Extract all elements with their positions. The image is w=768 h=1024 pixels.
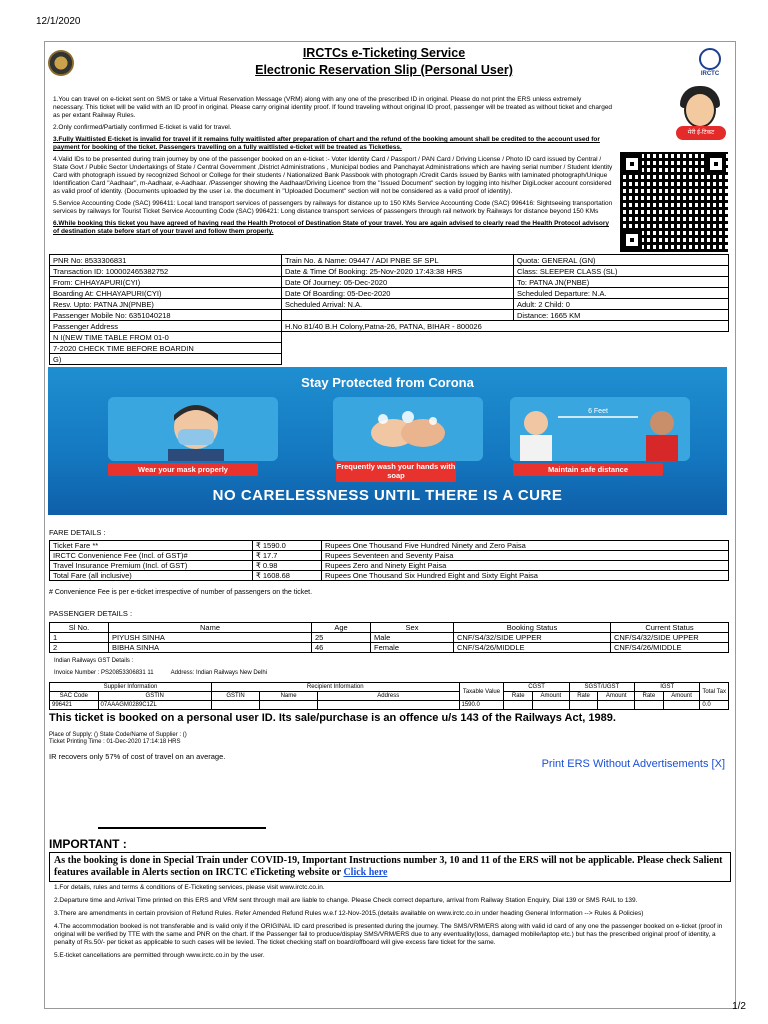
- table-row: [50, 643, 729, 653]
- table-row: [50, 701, 729, 710]
- passenger-table: [49, 622, 729, 653]
- fare-item: Total Fare (all inclusive): [50, 571, 253, 581]
- covid-notice-box: [49, 852, 731, 882]
- recipient-info-header: Recipient Information: [211, 683, 459, 692]
- reservation-upto: Resv. Upto: PATNA JN(PNBE): [50, 299, 282, 310]
- taxable-value: 1590.0: [459, 701, 504, 710]
- gst-table: [49, 682, 729, 710]
- sl-no: 2: [50, 643, 109, 653]
- list-item: 4.The accommodation booked is not transferable and is valid only if the ORIGINAL ID card prescribed is presented during the journey. The SMS/VRM/ERS along with valid id card of any one the passenger booked on e-ticket (proof in original will be verified by TTE with the same and PNR on the chart. If the Passenger fail to produce/display SMS/VRM/ERS due to any eventuality(loss, damaged mobile/laptop etc.) but has the prescribed original proof of identity, a penalty of Rs.50/- per ticket as applicable to such cases will be levied. The ticket checking staff on board/offboard will give excess fare ticket for the same.: [54, 923, 723, 946]
- recipient-gstin-header: GSTIN: [211, 692, 259, 701]
- list-item: 2.Departure time and Arrival Time printed on this ERS and VRM sent through mail are liable to change. Please Check correct departure, arrival from Railway Station Enquiry, Dial 139 or SMS RAIL to 139.: [54, 897, 638, 904]
- date-of-journey: Date Of Journey: 05-Dec-2020: [282, 277, 514, 288]
- page-subtitle: Electronic Reservation Slip (Personal User): [255, 63, 513, 77]
- mask-person-image: [108, 397, 278, 461]
- fare-item: Ticket Fare **: [50, 541, 253, 551]
- instruction-2: 2.Only confirmed/Partially confirmed E-ticket is valid for travel.: [53, 124, 232, 131]
- instructions: [53, 96, 613, 240]
- fare-item: IRCTC Convenience Fee (Incl. of GST)#: [50, 551, 253, 561]
- passenger-sex: Female: [371, 643, 454, 653]
- divider: [98, 827, 266, 829]
- passenger-age: 46: [312, 643, 371, 653]
- distance: Distance: 1665 KM: [514, 310, 729, 321]
- fare-amount: ₹ 17.7: [253, 551, 322, 561]
- scheduled-arrival: Scheduled Arrival: N.A.: [282, 299, 514, 310]
- convenience-fee-note: # Convenience Fee is per e-ticket irrespective of number of passengers on the ticket.: [49, 589, 313, 596]
- amount-header: Amount: [533, 692, 570, 701]
- washing-hands-image: [333, 397, 483, 461]
- current-status: CNF/S4/26/MIDDLE: [611, 643, 729, 653]
- address-header: Address: [318, 692, 459, 701]
- taxable-value-header: Taxable Value: [459, 683, 504, 701]
- ir-recovery-note: IR recovers only 57% of cost of travel on an average.: [49, 752, 226, 761]
- list-item: 3.There are amendments in certain provision of Refund Rules. Refer Amended Refund Rules w.e.f 12-Nov-2015.(details available on www.irctc.co.in under heading General Information --> Rules & Policies): [54, 910, 644, 917]
- column-header: Sex: [371, 623, 454, 633]
- amount-header: Amount: [598, 692, 635, 701]
- ticket-info-table: [49, 254, 729, 365]
- instruction-3: 3.Fully Waitlisted E-ticket is invalid for travel if it remains fully waitlisted after preparation of chart and the refund of the booking amount shall be credited to the account used for payment for booking of the ticket. Passengers travelling on a fully waitlisted e-ticket will be treated as Ticketless.: [53, 136, 600, 151]
- fare-in-words: Rupees Zero and Ninety Eight Paisa: [322, 561, 729, 571]
- table-row: [50, 633, 729, 643]
- booking-date: Date & Time Of Booking: 25-Nov-2020 17:43:38 HRS: [282, 266, 514, 277]
- important-heading: IMPORTANT :: [49, 837, 127, 851]
- instruction-4: 4.Valid IDs to be presented during train journey by one of the passenger booked on an e-ticket :- Voter Identity Card / Passport / PAN Card / Driving License / Photo ID card issued by Central / State Govt / Public Sector Undertakings of State / Central Government ,District Administrations , Municipal bodies and Panchayat Administrations which are having serial number / Student Identity Card with photograph issued by recognized School or College for their students / Nationalized Bank Passbook with photograph /Credit Cards issued by Banks with laminated photograph/Unique Identification Card "Aadhaar", m-Aadhaar, e-Aadhaar. /Passenger showing the Aadhaar/Driving Licence from the "Issued Document" section by logging into his/her DigiLocker account considered as valid proof of identity. (Documents uploaded by the user i.e. the document in "Uploaded Document" section will not be considered as a valid proof of identity).: [53, 156, 613, 195]
- page-number: 1/2: [732, 1001, 746, 1012]
- cgst-header: CGST: [504, 683, 569, 692]
- booking-status: CNF/S4/26/MIDDLE: [454, 643, 611, 653]
- print-without-ads-link[interactable]: Print ERS Without Advertisements [X]: [541, 758, 725, 770]
- fare-in-words: Rupees Seventeen and Seventy Paisa: [322, 551, 729, 561]
- fare-amount: ₹ 1590.0: [253, 541, 322, 551]
- current-status: CNF/S4/32/SIDE UPPER: [611, 633, 729, 643]
- column-header: Booking Status: [454, 623, 611, 633]
- remark-line-2: 7-2020 CHECK TIME BEFORE BOARDIN: [50, 343, 282, 354]
- rate-header: Rate: [504, 692, 533, 701]
- total-tax: 0.0: [700, 701, 729, 710]
- sgst-header: SGST/UGST: [569, 683, 634, 692]
- pnr: PNR No: 8533306831: [50, 255, 282, 266]
- sac-code: 996421: [50, 701, 99, 710]
- caption-distance: Maintain safe distance: [513, 463, 663, 476]
- safe-distance-image: [510, 397, 690, 461]
- igst-header: IGST: [635, 683, 700, 692]
- gst-address: Address: Indian Railways New Delhi: [170, 670, 268, 676]
- place-of-supply: [49, 732, 187, 746]
- quota: Quota: GENERAL (GN): [514, 255, 729, 266]
- booking-status: CNF/S4/32/SIDE UPPER: [454, 633, 611, 643]
- to-station: To: PATNA JN(PNBE): [514, 277, 729, 288]
- fare-table: [49, 540, 729, 581]
- instruction-1: 1.You can travel on e-ticket sent on SMS or take a Virtual Reservation Message (VRM) along with any one of the prescribed ID in original. Please do not print the ERS unless extremely necessary. This ticket will be valid with an ID proof in original. Please carry original identity proof. If found traveling without original ID proof, passenger will be treated as without ticket and charged as per extant Railway Rules.: [53, 96, 613, 119]
- fare-amount: ₹ 1608.68: [253, 571, 322, 581]
- supplier-gstin: 07AAAGM0289C1ZL: [98, 701, 211, 710]
- amount-header: Amount: [663, 692, 700, 701]
- boarding-at: Boarding At: CHHAYAPURI(CYI): [50, 288, 282, 299]
- fare-details-label: FARE DETAILS :: [49, 528, 106, 537]
- date-of-boarding: Date Of Boarding: 05-Dec-2020: [282, 288, 514, 299]
- distance-mark: 6 Feet: [588, 408, 608, 415]
- scheduled-departure: Scheduled Departure: N.A.: [514, 288, 729, 299]
- page-title: IRCTCs e-Ticketing Service: [302, 46, 466, 60]
- column-header: Current Status: [611, 623, 729, 633]
- list-item: 5.E-ticket cancellations are permitted through www.irctc.co.in by the user.: [54, 952, 265, 959]
- passenger-age: 25: [312, 633, 371, 643]
- caption-mask: Wear your mask properly: [108, 463, 258, 476]
- sl-no: 1: [50, 633, 109, 643]
- column-header: Age: [312, 623, 371, 633]
- train-name: Train No. & Name: 09447 / ADI PNBE SF SPL: [282, 255, 514, 266]
- column-header: Name: [109, 623, 312, 633]
- gstin-header: GSTIN: [98, 692, 211, 701]
- click-here-link[interactable]: Click here: [343, 867, 388, 878]
- mascot-badge: मेरी ई-टिकट: [676, 126, 726, 140]
- passenger-name: BIBHA SINHA: [109, 643, 312, 653]
- remark-line-3: G): [50, 354, 282, 365]
- covid-notice-text: As the booking is done in Special Train under COVID-19, Important Instructions number 3, 10 and 11 of the ERS will not be applicable. Please check Salient features available in Alerts section on IRCTC eTicketing website or: [54, 855, 723, 878]
- irctc-logo-text: IRCTC: [700, 71, 720, 77]
- fare-in-words: Rupees One Thousand Five Hundred Ninety and Zero Paisa: [322, 541, 729, 551]
- corona-advertisement-banner[interactable]: [48, 367, 727, 515]
- mascot-image: [670, 86, 732, 146]
- passenger-sex: Male: [371, 633, 454, 643]
- ticket-printing-time: Ticket Printing Time : 01-Dec-2020 17:14:18 HRS: [49, 739, 181, 745]
- gst-invoice-line: [54, 670, 267, 676]
- print-date: 12/1/2020: [36, 16, 81, 27]
- address-value: H.No 81/40 B.H Colony,Patna-26, PATNA, BIHAR - 800026: [282, 321, 729, 332]
- sac-code-header: SAC Code: [50, 692, 99, 701]
- passenger-details-label: PASSENGER DETAILS :: [49, 609, 133, 618]
- instruction-6: 6.While booking this ticket you have agreed of having read the Health Protocol of Destination State of your travel. You are again advised to clearly read the Health Protocol advisory of destination state before start of your travel and follow them properly.: [53, 220, 610, 235]
- total-tax-header: Total Tax: [700, 683, 729, 701]
- personal-id-warning: This ticket is booked on a personal user ID. Its sale/purchase is an offence u/s 143 of the Railways Act, 1989.: [49, 712, 616, 724]
- passenger-mobile: Passenger Mobile No: 6351040218: [50, 310, 282, 321]
- fare-in-words: Rupees One Thousand Six Hundred Eight and Sixty Eight Paisa: [322, 571, 729, 581]
- passenger-name: PIYUSH SINHA: [109, 633, 312, 643]
- from-station: From: CHHAYAPURI(CYI): [50, 277, 282, 288]
- instruction-5: 5.Service Accounting Code (SAC) 996411: Local land transport services of passengers by railways for distance up to 150 KMs Service Accounting Code (SAC) 996416: Sightseeing transportation services by railways for Tourist Ticket Service Accounting Code (SAC) 996421: Long distance transport services of passengers through rail network by Railways for distance beyond 150 KMs: [53, 200, 613, 215]
- caption-wash-hands: Frequently wash your hands with soap: [336, 462, 456, 480]
- gst-details-label: Indian Railways GST Details :: [54, 658, 134, 664]
- rate-header: Rate: [569, 692, 598, 701]
- column-header: Sl No.: [50, 623, 109, 633]
- banner-footer: NO CARELESSNESS UNTIL THERE IS A CURE: [212, 487, 563, 504]
- invoice-number: Invoice Number : PS20853306831 11: [54, 670, 154, 676]
- fare-item: Travel Insurance Premium (Incl. of GST): [50, 561, 253, 571]
- travel-class: Class: SLEEPER CLASS (SL): [514, 266, 729, 277]
- name-header: Name: [260, 692, 318, 701]
- list-item: 1.For details, rules and terms & conditions of E-Ticketing services, please visit www.irctc.co.in.: [54, 884, 325, 891]
- irctc-logo-icon: [697, 48, 723, 80]
- rate-header: Rate: [635, 692, 664, 701]
- important-list: [54, 884, 726, 965]
- supply-line: Place of Supply: () State Code/Name of Supplier : (): [49, 732, 187, 738]
- adult-child: Adult: 2 Child: 0: [514, 299, 729, 310]
- banner-title: Stay Protected from Corona: [301, 375, 474, 390]
- remark-line-1: N I(NEW TIME TABLE FROM 01-0: [50, 332, 282, 343]
- transaction-id: Transaction ID: 100002465382752: [50, 266, 282, 277]
- fare-amount: ₹ 0.98: [253, 561, 322, 571]
- address-label: Passenger Address: [50, 321, 282, 332]
- supplier-info-header: Supplier Information: [50, 683, 212, 692]
- qr-code-icon: [620, 152, 728, 252]
